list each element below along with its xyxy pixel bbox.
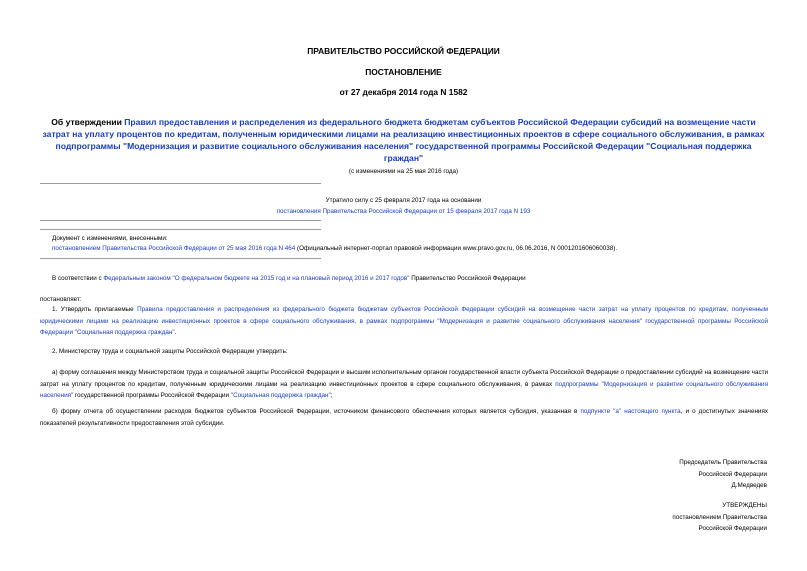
item-2a-paragraph	[40, 367, 768, 402]
amendments-label: Документ с изменениями, внесенными:	[52, 235, 168, 242]
item-1-paragraph	[40, 304, 768, 339]
amendment-resolution-link[interactable]: постановлением Правительства Российской Федерации от 25 мая 2016 года N 464	[52, 245, 296, 252]
item-2a-post: ;	[330, 392, 333, 399]
signature-position: Председатель Правительства	[679, 459, 767, 466]
signature-org: Российской Федерации	[698, 470, 767, 478]
subparagraph-a-link[interactable]: подпункте "а"	[580, 408, 622, 415]
approved-by: постановлением Правительства	[672, 513, 767, 521]
item-1-pre: 1. Утвердить прилагаемые	[52, 306, 138, 313]
approved-rules-link[interactable]: Правила предоставления и распределения из федерального бюджета бюджетам субъектов Российской Федерации субсидий на возмещение части затрат на уплату процентов по кредитам, полученным юридическими лицами на реализацию инвестиционных проектов в сфере социального обслуживания, в рамках подпрограммы "Модернизация и развитие социального обслуживания населения" государственной программы Российской Федерации "Социальная поддержка граждан"	[40, 306, 768, 336]
approved-block	[672, 500, 767, 535]
repeal-resolution-link[interactable]: постановления Правительства Российской Федерации от 15 февраля 2017 года N 193	[276, 208, 531, 215]
item-1-post: .	[174, 329, 177, 336]
item-2b-post: , и о достигнутых значениях показателей результативности предоставления этой субсидии.	[40, 408, 769, 427]
signature-block	[679, 457, 767, 492]
item-2b-pre: б) форму отчета об осуществлении расходов бюджетов субъектов Российской Федерации, источником финансового обеспечения которых является субсидия, указанная в	[52, 408, 581, 415]
divider	[40, 220, 321, 221]
signature-name: Д.Медведев	[731, 482, 767, 489]
item-2b-paragraph	[40, 406, 768, 429]
title-prefix: Об утверждении	[51, 117, 125, 127]
document-title	[40, 116, 767, 164]
intro-paragraph	[52, 273, 526, 285]
federal-law-link[interactable]: Федеральным законом "О федеральном бюджете на 2015 год и на плановый период 2016 и 2017 годов"	[103, 275, 410, 282]
expired-notice: Утратило силу с 25 февраля 2017 года на основании	[325, 197, 482, 204]
this-paragraph-link[interactable]: настоящего пункта	[624, 408, 681, 415]
resolves-text: постановляет:	[40, 296, 82, 303]
amendments-line	[52, 243, 617, 255]
expired-link-line	[0, 206, 807, 218]
document-type: ПОСТАНОВЛЕНИЕ	[365, 67, 442, 77]
intro-pre: В соответствии с	[52, 275, 104, 282]
subprogram-link[interactable]: подпрограммы "Модернизация и развитие социального обслуживания населения"	[40, 380, 768, 399]
divider	[40, 183, 321, 184]
item-2a-pre: а) форму соглашения между Министерством труда и социальной защиты Российской Федерации и высшим исполнительным органом государственной власти субъекта Российской Федерации о предоставлении субсидий на возмещение части затрат на уплату процентов по кредитам, полученным юридическими лицами на реализацию инвестиционных проектов в сфере социального обслуживания, в рамках	[40, 369, 768, 388]
item-2a-mid: государственной программы Российской Федерации	[73, 392, 231, 399]
approved-org: Российской Федерации	[698, 525, 767, 532]
amendments-source: (Официальный интернет-портал правовой информации www.pravo.gov.ru, 06.06.2016, N 0001201606060038).	[295, 245, 618, 252]
document-date: от 27 декабря 2014 года N 1582	[339, 87, 468, 97]
approved-heading: УТВЕРЖДЕНЫ	[722, 502, 767, 509]
divider	[40, 229, 321, 230]
intro-post: Правительство Российской Федерации	[409, 275, 526, 282]
title-rules-link[interactable]: Правил предоставления и распределения из федерального бюджета бюджетам субъектов Российской Федерации субсидий на возмещение части затрат на уплату процентов по кредитам, полученным юридическими лицами на реализацию инвестиционных проектов в сфере социального обслуживания, в рамках подпрограммы "Модернизация и развитие социального обслуживания населения" государственной программы Российской Федерации "Социальная поддержка граждан"	[42, 117, 765, 163]
state-program-link[interactable]: "Социальная поддержка граждан"	[230, 392, 331, 399]
divider	[40, 258, 321, 259]
government-header: ПРАВИТЕЛЬСТВО РОССИЙСКОЙ ФЕДЕРАЦИИ	[307, 46, 500, 56]
changes-note: (с изменениями на 25 мая 2016 года)	[348, 168, 459, 175]
item-2-paragraph: 2. Министерству труда и социальной защиты Российской Федерации утвердить:	[52, 348, 288, 355]
